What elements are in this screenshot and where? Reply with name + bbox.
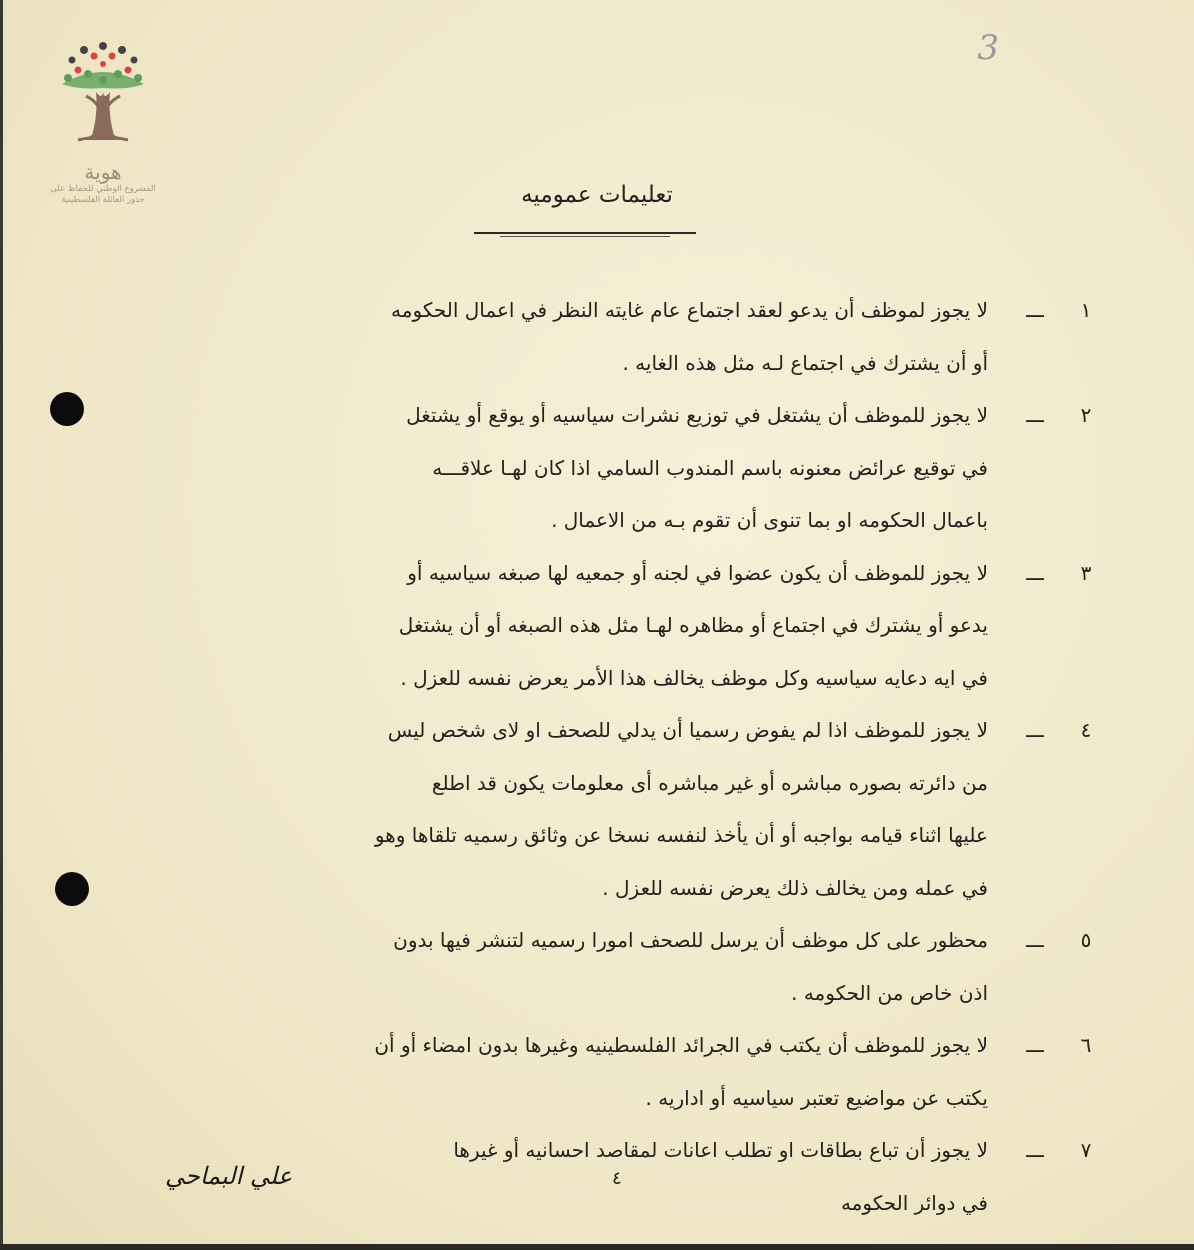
item-number: ٥	[1080, 928, 1092, 952]
instruction-item-6	[150, 1019, 1100, 1124]
item-dash: ـــ	[1026, 1138, 1044, 1162]
handwritten-signature: علي البماحي	[165, 1162, 293, 1190]
punch-hole-top	[50, 392, 84, 426]
title-underline-secondary	[500, 236, 670, 237]
document-title: تعليمات عموميه	[521, 182, 673, 208]
item-number: ٢	[1080, 403, 1092, 427]
item-line: من دائرته بصوره مباشره أو غير مباشره أى معلومات يكون قد اطلع	[431, 770, 988, 795]
title-underline	[474, 232, 696, 234]
item-number: ٧	[1080, 1138, 1092, 1162]
instruction-item-1	[150, 284, 1100, 389]
item-dash: ـــ	[1026, 928, 1044, 952]
scan-bottom-edge	[0, 1244, 1194, 1250]
item-line: في توقيع عرائض معنونه باسم المندوب السامي اذا كان لهـا علاقـــه	[432, 455, 988, 480]
document-title-wrapper	[0, 182, 1194, 218]
item-dash: ـــ	[1026, 718, 1044, 742]
instruction-item-3	[150, 547, 1100, 705]
item-line: في عمله ومن يخالف ذلك يعرض نفسه للعزل .	[602, 875, 988, 900]
item-line: لا يجوز لموظف أن يدعو لعقد اجتماع عام غايته النظر في اعمال الحكومه	[391, 298, 988, 322]
family-tree-icon	[48, 40, 158, 160]
item-line: لا يجوز أن تباع بطاقات او تطلب اعانات لمقاصد احسانيه أو غيرها	[453, 1138, 988, 1162]
item-line: اذن خاص من الحكومه .	[791, 980, 988, 1005]
item-dash: ـــ	[1026, 1033, 1044, 1057]
logo-tagline-line1: المشروع الوطني للحفاظ على	[50, 184, 156, 194]
instruction-item-4	[150, 704, 1100, 914]
item-line: محظور على كل موظف أن يرسل للصحف امورا رسميه لتنشر فيها بدون	[393, 928, 988, 952]
item-dash: ـــ	[1026, 298, 1044, 322]
item-line: أو أن يشترك في اجتماع لـه مثل هذه الغايه .	[622, 350, 988, 375]
logo-tagline-line2: جذور العائلة الفلسطينية	[61, 195, 145, 205]
item-line: لا يجوز للموظف أن يشتغل في توزيع نشرات سياسيه أو يوقع أو يشتغل	[406, 403, 988, 427]
item-number: ٣	[1080, 560, 1092, 585]
footer-page-number: ٤	[612, 1168, 622, 1189]
item-number: ١	[1080, 298, 1092, 322]
item-line: عليها اثناء قيامه بواجبه أو أن يأخذ لنفسه نسخا عن وثائق رسميه تلقاها وهو	[374, 823, 988, 847]
item-dash: ـــ	[1026, 403, 1044, 427]
punch-hole-bottom	[55, 872, 89, 906]
item-line: باعمال الحكومه او بما تنوى أن تقوم بـه من الاعمال .	[551, 508, 988, 532]
item-number: ٤	[1080, 718, 1092, 742]
instructions-list	[150, 284, 1100, 1229]
item-line: لا يجوز للموظف أن يكون عضوا في لجنه أو جمعيه لها صبغه سياسيه أو	[407, 560, 988, 585]
item-line: لا يجوز للموظف أن يكتب في الجرائد الفلسطينيه وغيرها بدون امضاء أو أن	[374, 1033, 988, 1057]
page-number: 3	[977, 28, 999, 68]
item-dash: ـــ	[1026, 560, 1044, 585]
item-line: في دوائر الحكومه	[840, 1190, 988, 1215]
instruction-item-2	[150, 389, 1100, 547]
item-number: ٦	[1080, 1033, 1092, 1057]
item-line: يكتب عن مواضيع تعتبر سياسيه أو اداريه .	[645, 1085, 988, 1110]
instruction-item-5	[150, 914, 1100, 1019]
item-line: لا يجوز للموظف اذا لم يفوض رسميا أن يدلي للصحف او لاى شخص ليس	[387, 718, 988, 742]
item-line: في ايه دعايه سياسيه وكل موظف يخالف هذا الأمر يعرض نفسه للعزل .	[400, 665, 988, 690]
logo-name: هوية	[84, 160, 122, 184]
instruction-item-7	[150, 1124, 1100, 1229]
item-line: يدعو أو يشترك في اجتماع أو مظاهره لهـا مثل هذه الصبغه أو أن يشتغل	[398, 613, 988, 637]
